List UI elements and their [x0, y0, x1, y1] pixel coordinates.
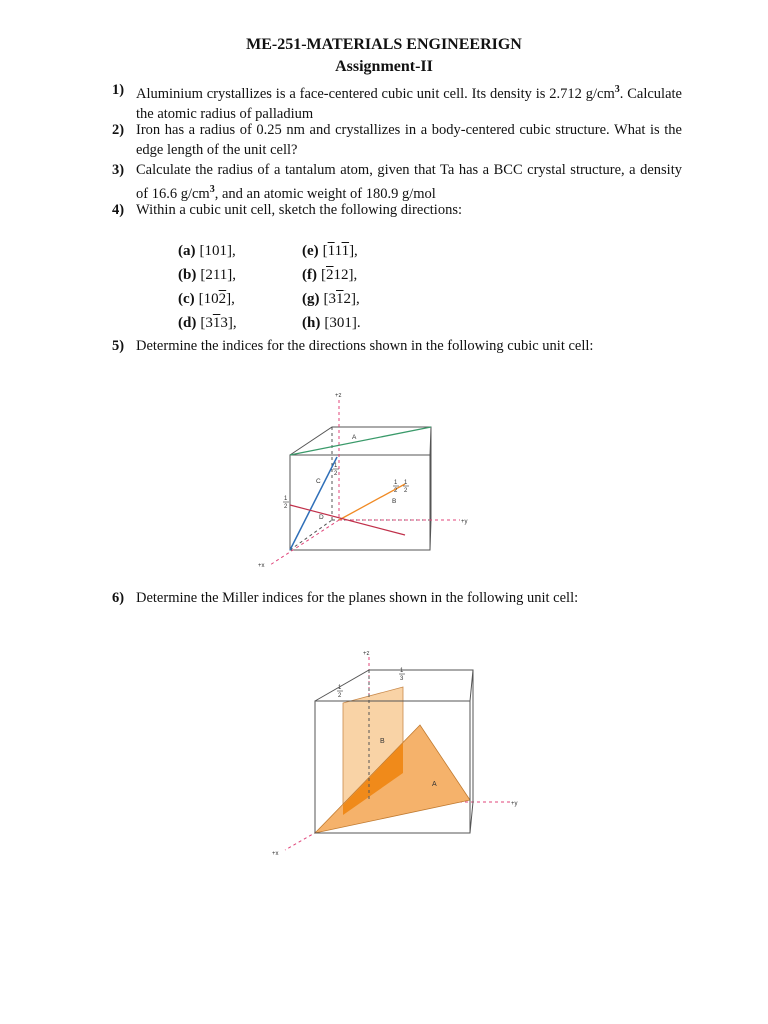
svg-text:2: 2	[334, 471, 338, 477]
question-text: Aluminium crystallizes is a face-centered cubic unit cell. Its density is 2.712 $g/cm^3$. Calculate the atomic radius of palladium	[136, 84, 682, 122]
label-b: B	[380, 738, 385, 745]
axis-y-label: +y	[511, 801, 518, 807]
question-5	[112, 336, 682, 356]
direction-row	[178, 291, 418, 315]
direction-item: (g) [312],	[302, 291, 360, 307]
direction-item: (f) [212],	[302, 267, 358, 283]
question-number: 1)	[112, 82, 125, 98]
question-1	[112, 80, 682, 124]
svg-text:1: 1	[338, 685, 342, 691]
svg-text:2: 2	[338, 693, 342, 699]
direction-row	[178, 267, 418, 291]
question-number: 2)	[112, 122, 125, 138]
question-4	[112, 200, 682, 220]
question-3	[112, 160, 682, 204]
assignment-title: Assignment-II	[335, 58, 433, 75]
plane-cube-figure	[265, 645, 525, 860]
axis-z-label: +z	[335, 393, 342, 399]
svg-text:1: 1	[400, 668, 404, 674]
label-c: C	[316, 478, 321, 485]
question-text: Iron has a radius of 0.25 nm and crystallizes in a body-centered cubic structure. What is the edge length of the unit cell?	[136, 122, 682, 158]
direction-row	[178, 243, 418, 267]
cube-edges	[290, 427, 431, 550]
svg-text:1: 1	[284, 496, 288, 502]
svg-text:1: 1	[334, 463, 338, 469]
label-b: B	[392, 498, 397, 505]
question-number: 6)	[112, 590, 125, 606]
question-text: Determine the Miller indices for the planes shown in the following unit cell:	[136, 590, 579, 606]
axis-x-label: +x	[272, 851, 279, 857]
svg-text:1: 1	[394, 480, 398, 486]
question-text: Within a cubic unit cell, sketch the following directions:	[136, 202, 462, 218]
question-text: Determine the indices for the directions shown in the following cubic unit cell:	[136, 338, 594, 354]
svg-text:3: 3	[400, 676, 404, 682]
label-a: A	[432, 781, 437, 788]
label-d: D	[319, 514, 324, 521]
direction-item: (e) [111],	[302, 243, 358, 259]
svg-text:2: 2	[404, 488, 408, 494]
direction-cube-figure	[255, 385, 485, 570]
axis-y-label: +y	[461, 519, 468, 525]
course-title: ME-251-MATERIALS ENGINEERIGN	[246, 36, 522, 53]
question-number: 3)	[112, 162, 125, 178]
direction-list	[178, 243, 418, 339]
question-6	[112, 588, 682, 608]
direction-item: (d) [313],	[178, 315, 237, 331]
svg-text:2: 2	[394, 488, 398, 494]
axis-z-label: +z	[363, 651, 370, 657]
axis-x-label: +x	[258, 563, 265, 569]
direction-item: (a) [101],	[178, 243, 236, 259]
svg-text:1: 1	[404, 480, 408, 486]
question-2	[112, 120, 682, 160]
label-a: A	[352, 434, 357, 441]
question-text: Calculate the radius of a tantalum atom, given that Ta has a BCC crystal structure, a density of 16.6 $g/cm^3$, and an atomic weight of 180.9 g/mol	[136, 162, 682, 202]
question-number: 5)	[112, 338, 125, 354]
direction-item: (c) [102],	[178, 291, 235, 307]
question-number: 4)	[112, 202, 125, 218]
direction-item: (b) [211],	[178, 267, 237, 283]
fraction-labels	[283, 463, 409, 510]
svg-text:2: 2	[284, 504, 288, 510]
direction-item: (h) [301].	[302, 315, 361, 331]
